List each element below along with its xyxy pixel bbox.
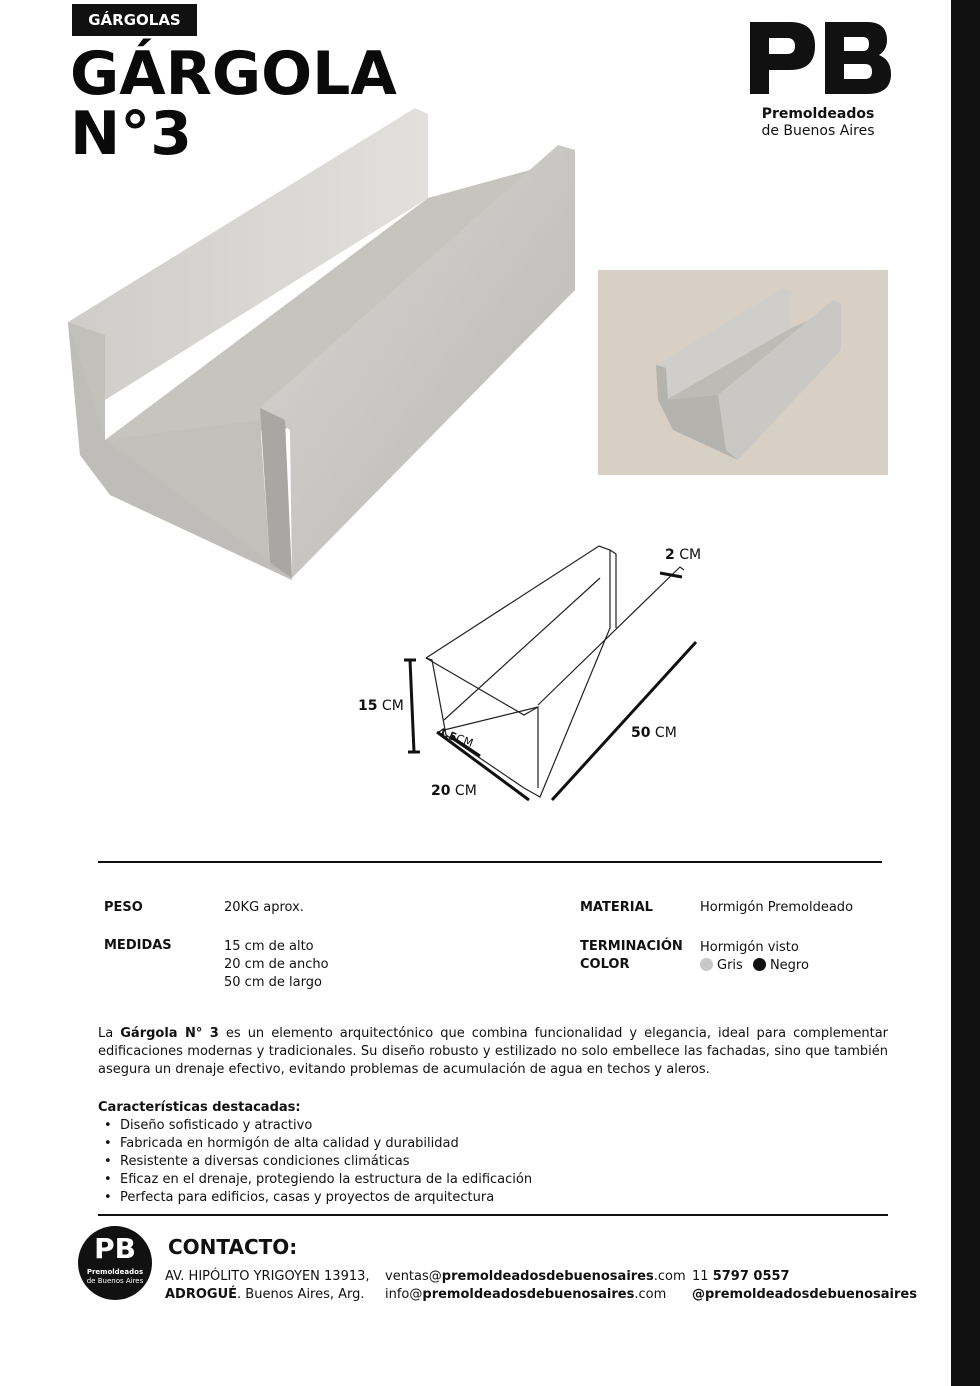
brand-name-line-1: Premoldeados	[761, 106, 875, 122]
feature-item: • Perfecta para edificios, casas y proyectos de arquitectura	[104, 1189, 532, 1207]
feature-item: • Resistente a diversas condiciones climáticas	[104, 1153, 532, 1171]
dim-wall-thickness: 2 CM	[665, 547, 702, 563]
contact-logo-initials: PB	[94, 1232, 136, 1265]
social-handle[interactable]: @premoldeadosdebuenosaires	[692, 1287, 917, 1302]
address-line-2: ADROGUÉ. Buenos Aires, Arg.	[165, 1287, 365, 1302]
color-swatch-gris	[700, 958, 713, 971]
dim-inner-width: 4.5CM	[435, 725, 475, 750]
brand-name-line-2: de Buenos Aires	[761, 123, 875, 139]
terminacion-value: Hormigón visto	[700, 940, 799, 955]
spec-label-medidas: MEDIDAS	[104, 938, 172, 953]
title-line-1: GÁRGOLA	[70, 39, 397, 109]
features-title: Características destacadas:	[98, 1100, 301, 1115]
product-photo-secondary	[598, 270, 888, 475]
spec-value-medidas	[224, 938, 329, 992]
address-line-1: AV. HIPÓLITO YRIGOYEN 13913,	[165, 1269, 370, 1284]
color-name-negro: Negro	[769, 958, 809, 973]
email-info[interactable]: info@premoldeadosdebuenosaires.com	[385, 1287, 667, 1302]
medida-largo: 50 cm de largo	[224, 975, 322, 990]
category-tag: GÁRGOLAS	[72, 4, 197, 36]
title-line-2: N°3	[70, 99, 192, 169]
color-swatch-negro	[753, 958, 766, 971]
contact-emails	[385, 1268, 686, 1304]
color-options	[700, 957, 809, 975]
terminacion-label-line-2: COLOR	[580, 957, 630, 972]
contact-logo-line-1: Premoldeados	[86, 1268, 144, 1276]
contact-phone-social	[692, 1268, 917, 1304]
terminacion-label-line-1: TERMINACIÓN	[580, 939, 683, 954]
dimension-diagram	[364, 530, 754, 822]
contact-title: CONTACTO:	[168, 1235, 298, 1259]
dimension-drawing	[364, 530, 754, 822]
spec-label-terminacion	[580, 938, 683, 974]
divider-bottom	[98, 1214, 888, 1216]
feature-item: • Fabricada en hormigón de alta calidad y durabilidad	[104, 1135, 532, 1153]
dim-height: 15 CM	[358, 698, 404, 714]
spec-label-peso: PESO	[104, 900, 143, 915]
color-name-gris: Gris	[717, 958, 743, 973]
contact-address	[165, 1268, 370, 1304]
spec-value-terminacion	[700, 939, 809, 975]
dim-width: 20 CM	[431, 783, 477, 799]
spec-label-material: MATERIAL	[580, 900, 653, 915]
contact-logo-line-2: de Buenos Aires	[86, 1277, 144, 1285]
medida-alto: 15 cm de alto	[224, 939, 314, 954]
medida-ancho: 20 cm de ancho	[224, 957, 329, 972]
product-description: La Gárgola N° 3 es un elemento arquitectónico que combina funcionalidad y elegancia, ideal para complementar edificaciones modernas y tradicionales. Su diseño robusto y estilizado no solo embellece las fachadas, sino que también asegura un drenaje efectivo, evitando problemas de acumulación de agua en techos y aleros.	[98, 1026, 889, 1077]
spec-value-peso: 20KG aprox.	[224, 900, 304, 915]
feature-item: • Eficaz en el drenaje, protegiendo la estructura de la edificación	[104, 1171, 532, 1189]
brand-logo	[745, 14, 895, 104]
email-ventas[interactable]: ventas@premoldeadosdebuenosaires.com	[385, 1269, 686, 1284]
dim-length: 50 CM	[631, 725, 677, 741]
page-edge-bar	[951, 0, 980, 1386]
features-list	[104, 1117, 532, 1207]
contact-logo	[78, 1226, 152, 1300]
spec-value-material: Hormigón Premoldeado	[700, 900, 854, 915]
phone-number[interactable]: 11 5797 0557	[692, 1269, 790, 1284]
feature-item: • Diseño sofisticado y atractivo	[104, 1117, 532, 1135]
divider-top	[98, 861, 882, 863]
